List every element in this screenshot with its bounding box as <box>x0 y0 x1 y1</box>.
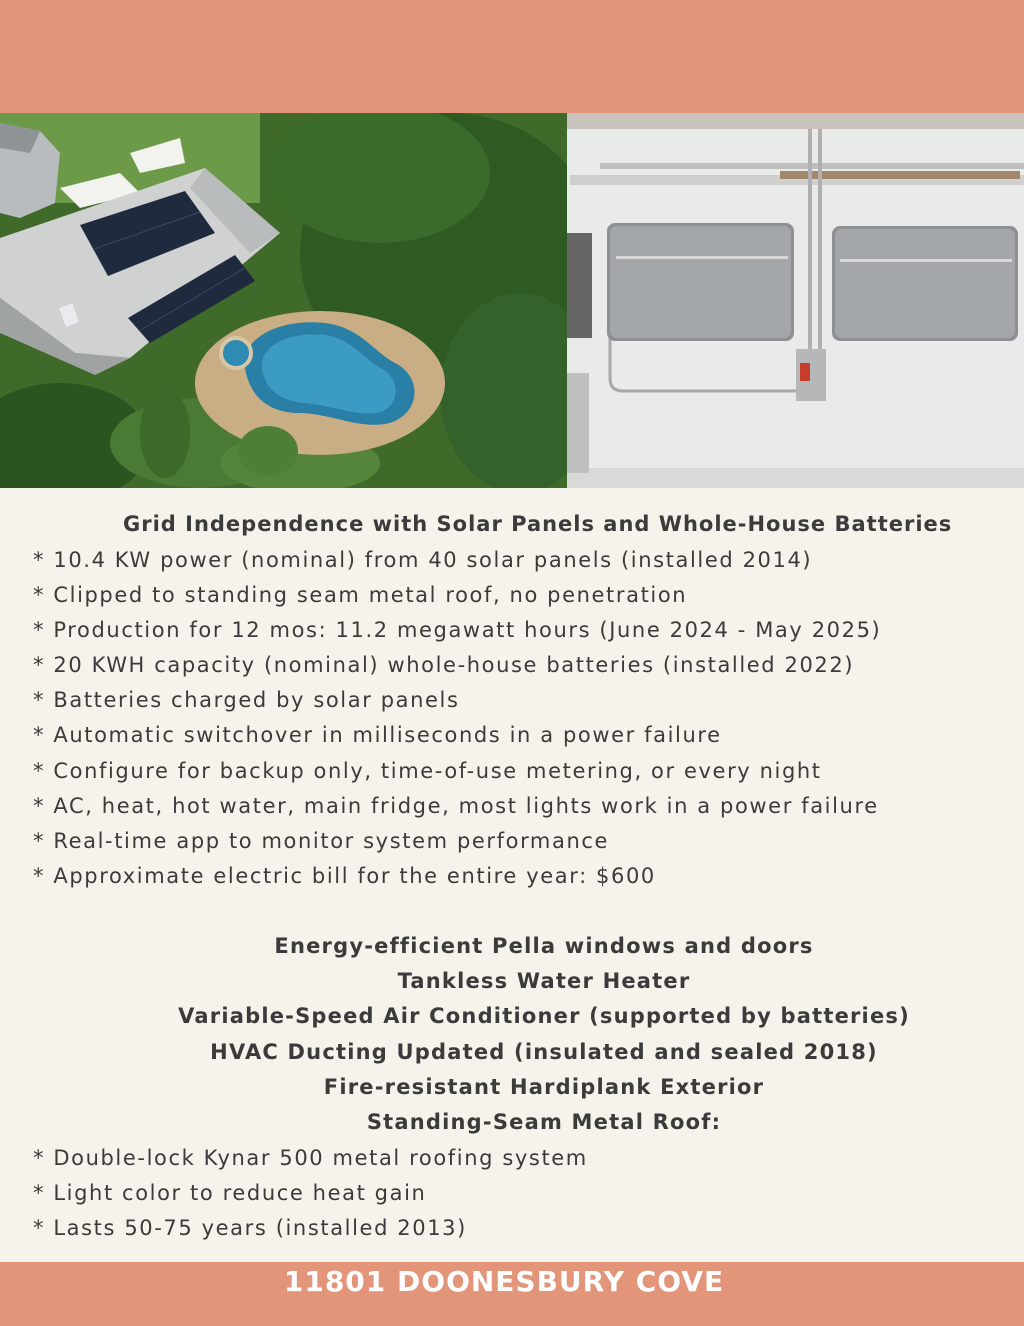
feature-heading: Standing-Seam Metal Roof: <box>366 1109 722 1134</box>
photo-strip <box>0 113 1024 488</box>
feature-heading: Tankless Water Heater <box>397 969 691 994</box>
main-content <box>0 488 1024 1262</box>
feature-heading: Variable-Speed Air Conditioner (supported by batteries) <box>178 1004 910 1029</box>
list-item: * Production for 12 mos: 11.2 megawatt hours (June 2024 - May 2025) <box>33 618 882 643</box>
roof-bullet-list <box>33 1141 588 1246</box>
list-item: * Lasts 50-75 years (installed 2013) <box>33 1216 467 1241</box>
list-item: * 20 KWH capacity (nominal) whole-house batteries (installed 2022) <box>33 653 855 678</box>
features-list <box>0 929 1024 1140</box>
list-item: * Light color to reduce heat gain <box>33 1181 427 1206</box>
list-item: * 10.4 KW power (nominal) from 40 solar panels (installed 2014) <box>33 548 813 572</box>
list-item: * Clipped to standing seam metal roof, no penetration <box>33 583 688 608</box>
feature-heading: HVAC Ducting Updated (insulated and sealed 2018) <box>210 1039 878 1064</box>
footer-band <box>0 1262 1024 1326</box>
list-item: * Real-time app to monitor system performance <box>33 828 610 853</box>
list-item: * Automatic switchover in milliseconds in a power failure <box>33 723 722 748</box>
list-item: * Configure for backup only, time-of-use metering, or every night <box>33 758 822 783</box>
feature-heading: Energy-efficient Pella windows and doors <box>274 934 814 958</box>
solar-bullet-list <box>33 543 881 894</box>
list-item: * Batteries charged by solar panels <box>33 688 460 713</box>
solar-heading: Grid Independence with Solar Panels and Whole-House Batteries <box>123 512 953 536</box>
garage-batteries-photo <box>567 113 1024 488</box>
property-address: 11801 DOONESBURY COVE <box>283 1265 725 1298</box>
list-item: * Double-lock Kynar 500 metal roofing system <box>33 1146 588 1170</box>
aerial-property-photo <box>0 113 600 488</box>
list-item: * AC, heat, hot water, main fridge, most lights work in a power failure <box>33 793 879 818</box>
feature-heading: Fire-resistant Hardiplank Exterior <box>323 1074 765 1099</box>
list-item: * Approximate electric bill for the entire year: $600 <box>33 863 656 888</box>
top-accent-band <box>0 0 1024 113</box>
